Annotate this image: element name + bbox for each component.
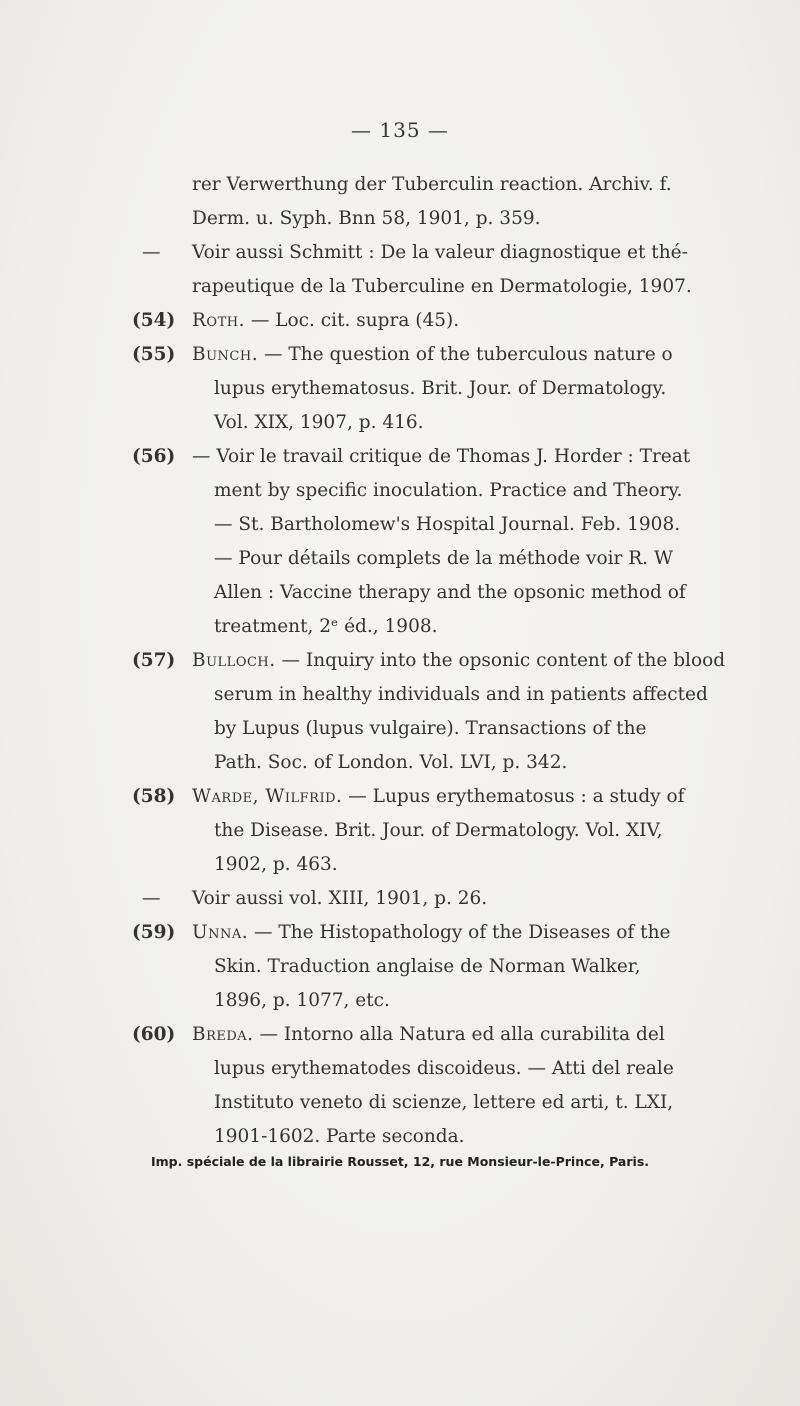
reference-57 (132, 644, 726, 780)
reference-56 (132, 440, 712, 644)
text-line: — The Histopathology of the Diseases of the (254, 922, 671, 943)
text-line: treatment, 2ᵉ éd., 1908. (214, 616, 438, 637)
text-line: lupus erythematosus. Brit. Jour. of Dermatology. (214, 378, 667, 399)
text-line: Instituto veneto di scienze, lettere ed arti, t. LXI, (214, 1092, 674, 1113)
text-line: — Voir le travail critique de Thomas J. Horder : Treat (192, 446, 691, 467)
text-line: the Disease. Brit. Jour. of Dermatology. Vol. XIV, (214, 820, 663, 841)
text-line: Derm. u. Syph. Bnn 58, 1901, p. 359. (192, 208, 541, 229)
dash: — (142, 888, 161, 909)
text-line: — Inquiry into the opsonic content of the blood (281, 650, 726, 671)
text-line: by Lupus (lupus vulgaire). Transactions of the (214, 718, 647, 739)
text-line: — The question of the tuberculous nature o (263, 344, 673, 365)
text-line: 1902, p. 463. (214, 854, 338, 875)
text-line: — St. Bartholomew's Hospital Journal. Feb. 1908. (214, 514, 681, 535)
text-line: rer Verwerthung der Tuberculin reaction. Archiv. f. (192, 174, 672, 195)
text-line: Voir aussi vol. XIII, 1901, p. 26. (192, 888, 488, 909)
ref-number: (57) (132, 650, 176, 671)
reference-60 (132, 1018, 712, 1154)
ref-author: Warde, Wilfrid. (192, 786, 343, 807)
printer-imprint: Imp. spéciale de la librairie Rousset, 12, rue Monsieur-le-Prince, Paris. (150, 1154, 650, 1169)
reference-58 (132, 780, 712, 916)
ref-number: (58) (132, 786, 176, 807)
page-number: — 135 — (351, 118, 449, 142)
text-line: Allen : Vaccine therapy and the opsonic method of (214, 582, 686, 603)
text-line: lupus erythematodes discoideus. — Atti del reale (214, 1058, 674, 1079)
reference-59 (132, 916, 712, 1018)
ref-author: Bunch. (192, 344, 259, 365)
text-line: Path. Soc. of London. Vol. LVI, p. 342. (214, 752, 568, 773)
text-line: — Pour détails complets de la méthode voir R. W (214, 548, 673, 569)
text-line: — Loc. cit. supra (45). (250, 310, 460, 331)
ref-author: Breda. (192, 1024, 254, 1045)
ref-number: (60) (132, 1024, 176, 1045)
text-line: Skin. Traduction anglaise de Norman Walker, (214, 956, 641, 977)
text-line: — Intorno alla Natura ed alla curabilita del (259, 1024, 665, 1045)
text-line: rapeutique de la Tuberculine en Dermatologie, 1907. (192, 276, 692, 297)
text-line: 1896, p. 1077, etc. (214, 990, 390, 1011)
ref-author: Bulloch. (192, 650, 276, 671)
ref-number: (56) (132, 446, 176, 467)
text-line: ment by specific inoculation. Practice and Theory. (214, 480, 683, 501)
text-line: — Lupus erythematosus : a study of (348, 786, 685, 807)
text-line: Voir aussi Schmitt : De la valeur diagnostique et thé- (192, 242, 688, 263)
ref-number: (55) (132, 344, 176, 365)
ref-author: Roth. (192, 310, 245, 331)
reference-55 (132, 338, 712, 440)
ref-author: Unna. (192, 922, 249, 943)
text-line: 1901-1602. Parte seconda. (214, 1126, 465, 1147)
reference-54 (132, 304, 712, 338)
text-line: Vol. XIX, 1907, p. 416. (214, 412, 424, 433)
ref-number: (59) (132, 922, 176, 943)
dash: — (142, 242, 161, 263)
ref-number: (54) (132, 310, 176, 331)
text-line: serum in healthy individuals and in patients affected (214, 684, 708, 705)
reference-continuation (142, 168, 712, 304)
